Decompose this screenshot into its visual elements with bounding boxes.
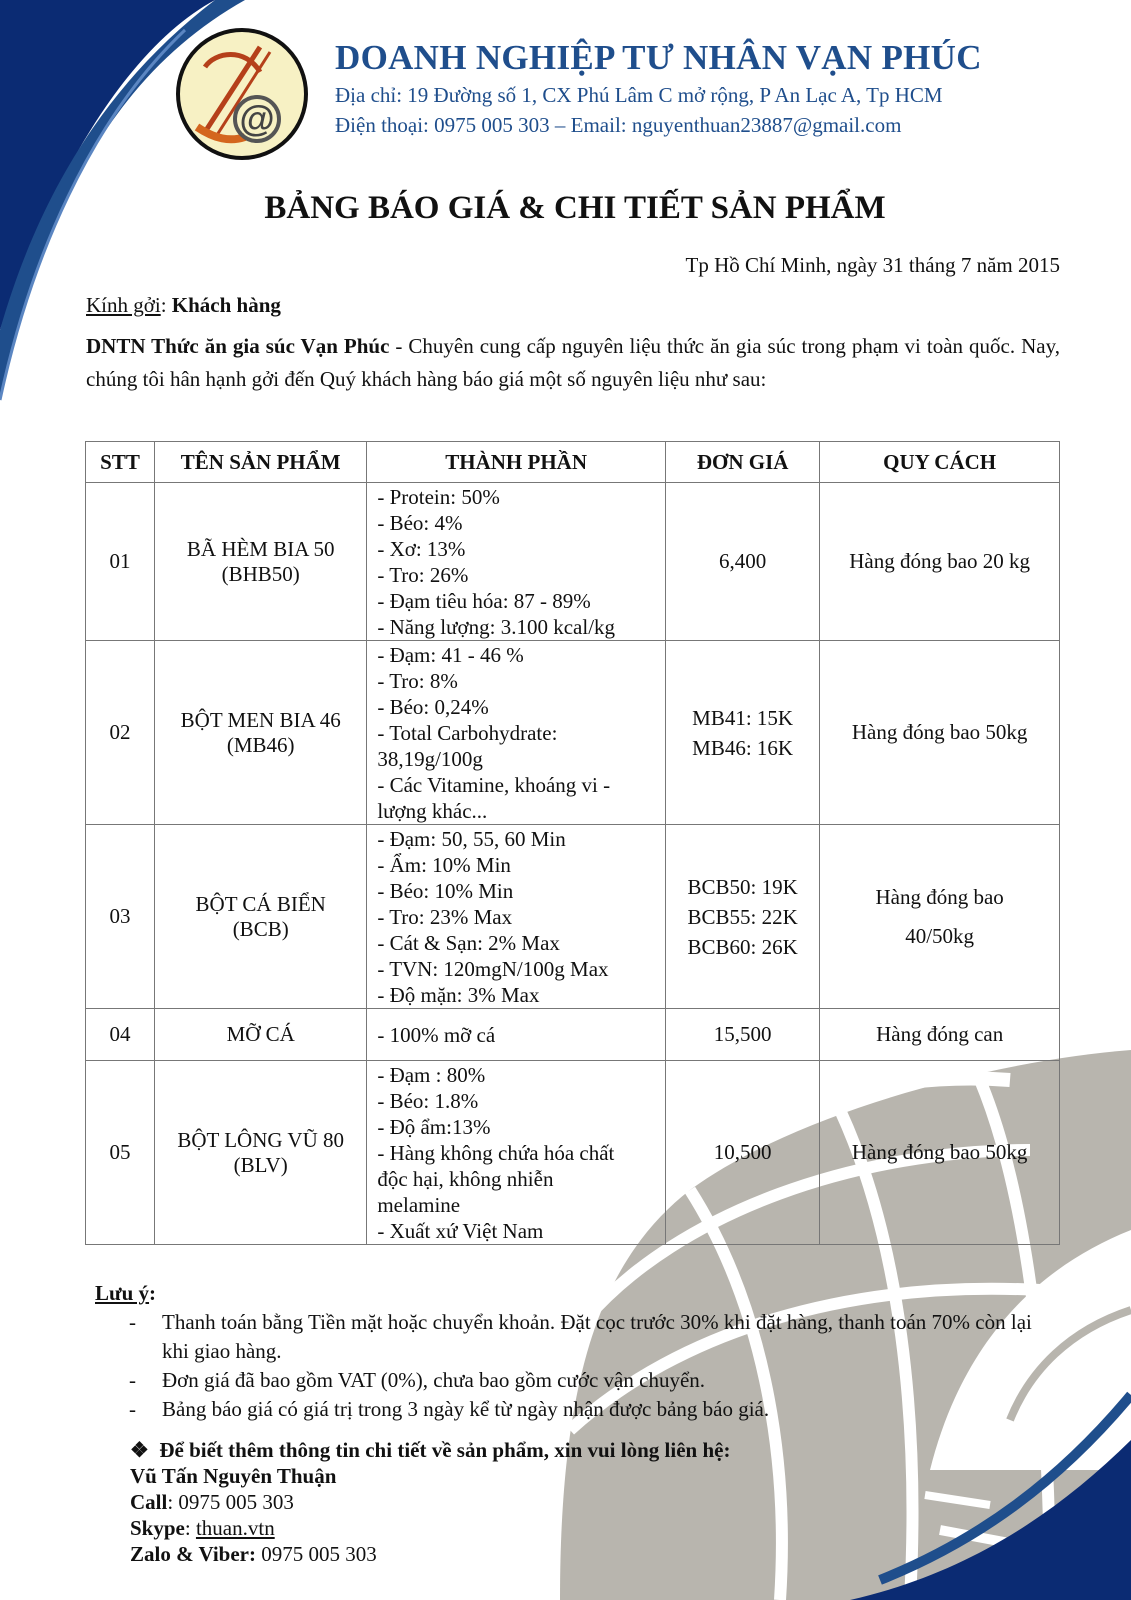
company-contact-line: Điện thoại: 0975 005 303 – Email: nguyenthuan23887@gmail.com [335,113,902,137]
cell-packaging [820,1061,1060,1245]
greeting [86,293,281,318]
diamond-bullet-icon: ❖ [130,1438,149,1462]
cell-product-name [155,1009,367,1061]
product-name-line: BỘT CÁ BIỂN [195,891,326,916]
skype-label: Skype [130,1516,185,1540]
spec-line: - Đạm: 41 - 46 % [377,642,524,667]
cell-stt: 01 [86,483,155,641]
cell-composition [367,1061,666,1245]
packaging-line: 40/50kg [905,923,975,948]
product-code-line: (BHB50) [221,561,300,586]
document-title: BẢNG BÁO GIÁ & CHI TIẾT SẢN PHẨM [264,190,886,226]
spec-line: - Béo: 4% [377,510,463,535]
header-product-name: TÊN SẢN PHẨM [155,442,367,483]
price-line: 10,500 [713,1140,772,1164]
table-row [86,1061,1060,1245]
spec-line: lượng khác... [377,798,488,823]
spec-line: - Protein: 50% [377,484,500,509]
header-packaging: QUY CÁCH [820,442,1060,483]
packaging-line: Hàng đóng bao 50kg [851,720,1028,744]
contact-call [130,1489,730,1515]
price-line: 6,400 [718,549,767,573]
company-address: Địa chỉ: 19 Đường số 1, CX Phú Lâm C mở rộng, P An Lạc A, Tp HCM [335,83,943,107]
spec-line: - Xơ: 13% [377,536,466,561]
product-name-line: MỠ CÁ [226,1022,295,1046]
company-name: DOANH NGHIỆP TƯ NHÂN VẠN PHÚC [335,38,982,77]
notes-list [95,1308,1055,1424]
greeting-label: Kính gởi [86,293,161,317]
cell-packaging [820,825,1060,1009]
price-line: MB46: 16K [692,735,794,760]
packaging-line: Hàng đóng bao 50kg [851,1140,1028,1164]
product-name-line: BỘT MEN BIA 46 [180,707,341,732]
contact-heading-text: Để biết thêm thông tin chi tiết về sản phẩm, xin vui lòng liên hệ: [159,1438,731,1462]
recipient: Khách hàng [171,293,281,317]
spec-line: - Tro: 26% [377,562,469,587]
cell-unit-price [665,825,819,1009]
spec-line: - TVN: 120mgN/100g Max [377,956,609,981]
cell-composition [367,483,666,641]
note-item: - Bảng báo giá có giá trị trong 3 ngày kể từ ngày nhận được bảng báo giá. [95,1395,1055,1424]
price-line: BCB50: 19K [687,874,798,899]
table-header-row [86,442,1060,483]
document-date: Tp Hồ Chí Minh, ngày 31 tháng 7 năm 2015 [685,253,1060,277]
spec-line: 38,19g/100g [377,746,483,771]
skype-link[interactable]: thuan.vtn [195,1516,275,1540]
contact-person [130,1463,730,1489]
spec-line: - Béo: 0,24% [377,694,489,719]
spec-line: - Đạm : 80% [377,1062,486,1087]
product-name-line: BÃ HÈM BIA 50 [186,536,335,561]
cell-product-name [155,1061,367,1245]
intro-text: - Chuyên cung cấp nguyên liệu thức ăn gia súc trong phạm vi toàn quốc. Nay, chúng tôi hân hạnh gởi đến Quý khách hàng báo giá một số nguyên liệu như sau: [86,334,1060,391]
cell-unit-price [665,1009,819,1061]
contact-heading [130,1437,730,1463]
cell-packaging [820,483,1060,641]
packaging-line: Hàng đóng can [876,1022,1004,1046]
price-line: BCB55: 22K [687,904,798,929]
price-line: 15,500 [713,1022,772,1046]
table-row [86,483,1060,641]
intro-company: DNTN Thức ăn gia súc Vạn Phúc [86,334,390,358]
product-code-line: (MB46) [226,732,295,757]
spec-line: - Tro: 23% Max [377,904,513,929]
spec-line: - Tro: 8% [377,668,458,693]
svg-text:@: @ [239,98,275,139]
header-stt: STT [86,442,155,483]
cell-composition [367,641,666,825]
spec-line: - Đạm: 50, 55, 60 Min [377,826,566,851]
product-code-line: (BLV) [233,1152,288,1177]
table-row [86,641,1060,825]
zalo-label: Zalo & Viber: [130,1542,256,1566]
notes-label: Lưu ý [95,1281,150,1305]
intro-paragraph [86,330,1060,396]
spec-line: - Độ mặn: 3% Max [377,982,540,1007]
cell-unit-price [665,1061,819,1245]
spec-line: - Xuất xứ Việt Nam [377,1218,544,1243]
spec-line: - Đạm tiêu hóa: 87 - 89% [377,588,591,613]
contact-section [130,1437,730,1567]
cell-stt: 04 [86,1009,155,1061]
spec-line: - Béo: 1.8% [377,1088,479,1113]
company-logo [175,27,310,162]
spec-line: - Hàng không chứa hóa chất [377,1140,615,1165]
spec-line: - Ẩm: 10% Min [377,852,511,877]
contact-skype [130,1515,730,1541]
table-row [86,1009,1060,1061]
packaging-line: Hàng đóng bao [875,884,1004,909]
notes-heading [95,1279,1055,1308]
spec-line: melamine [377,1192,461,1217]
spec-line: - Các Vitamine, khoáng vi - [377,772,611,797]
notes-section [95,1279,1055,1424]
note-item: - Thanh toán bằng Tiền mặt hoặc chuyển khoản. Đặt cọc trước 30% khi đặt hàng, thanh toán 70% còn lại khi giao hàng. [95,1308,1055,1366]
cell-stt: 02 [86,641,155,825]
contact-person-name: Vũ Tấn Nguyên Thuận [130,1464,337,1488]
packaging-line: Hàng đóng bao 20 kg [849,549,1031,573]
product-name-line: BỘT LÔNG VŨ 80 [177,1127,345,1152]
call-value: : 0975 005 303 [167,1490,294,1514]
notes-colon: : [149,1281,157,1305]
cell-product-name [155,641,367,825]
table-row [86,825,1060,1009]
cell-product-name [155,825,367,1009]
cell-unit-price [665,641,819,825]
header-composition: THÀNH PHẦN [367,442,666,483]
price-table [85,441,1060,1245]
spec-line: - Năng lượng: 3.100 kcal/kg [377,614,616,639]
call-label: Call [130,1490,168,1514]
spec-line: độc hại, không nhiễn [377,1166,554,1191]
cell-stt: 05 [86,1061,155,1245]
product-code-line: (BCB) [232,916,289,941]
cell-composition [367,1009,666,1061]
greeting-colon: : [160,293,172,317]
zalo-value: 0975 005 303 [256,1542,377,1566]
cell-packaging [820,1009,1060,1061]
cell-composition [367,825,666,1009]
spec-line: - Total Carbohydrate: [377,720,558,745]
spec-line: - Độ ẩm:13% [377,1114,491,1139]
spec-line: - 100% mỡ cá [377,1022,496,1047]
cell-product-name [155,483,367,641]
skype-separator: : [184,1516,196,1540]
price-line: MB41: 15K [692,705,794,730]
cell-packaging [820,641,1060,825]
cell-unit-price [665,483,819,641]
price-line: BCB60: 26K [687,934,798,959]
contact-zalo [130,1541,730,1567]
spec-line: - Cát & Sạn: 2% Max [377,930,560,955]
spec-line: - Béo: 10% Min [377,878,514,903]
header-unit-price: ĐƠN GIÁ [665,442,819,483]
cell-stt: 03 [86,825,155,1009]
note-item: - Đơn giá đã bao gồm VAT (0%), chưa bao gồm cước vận chuyển. [95,1366,1055,1395]
